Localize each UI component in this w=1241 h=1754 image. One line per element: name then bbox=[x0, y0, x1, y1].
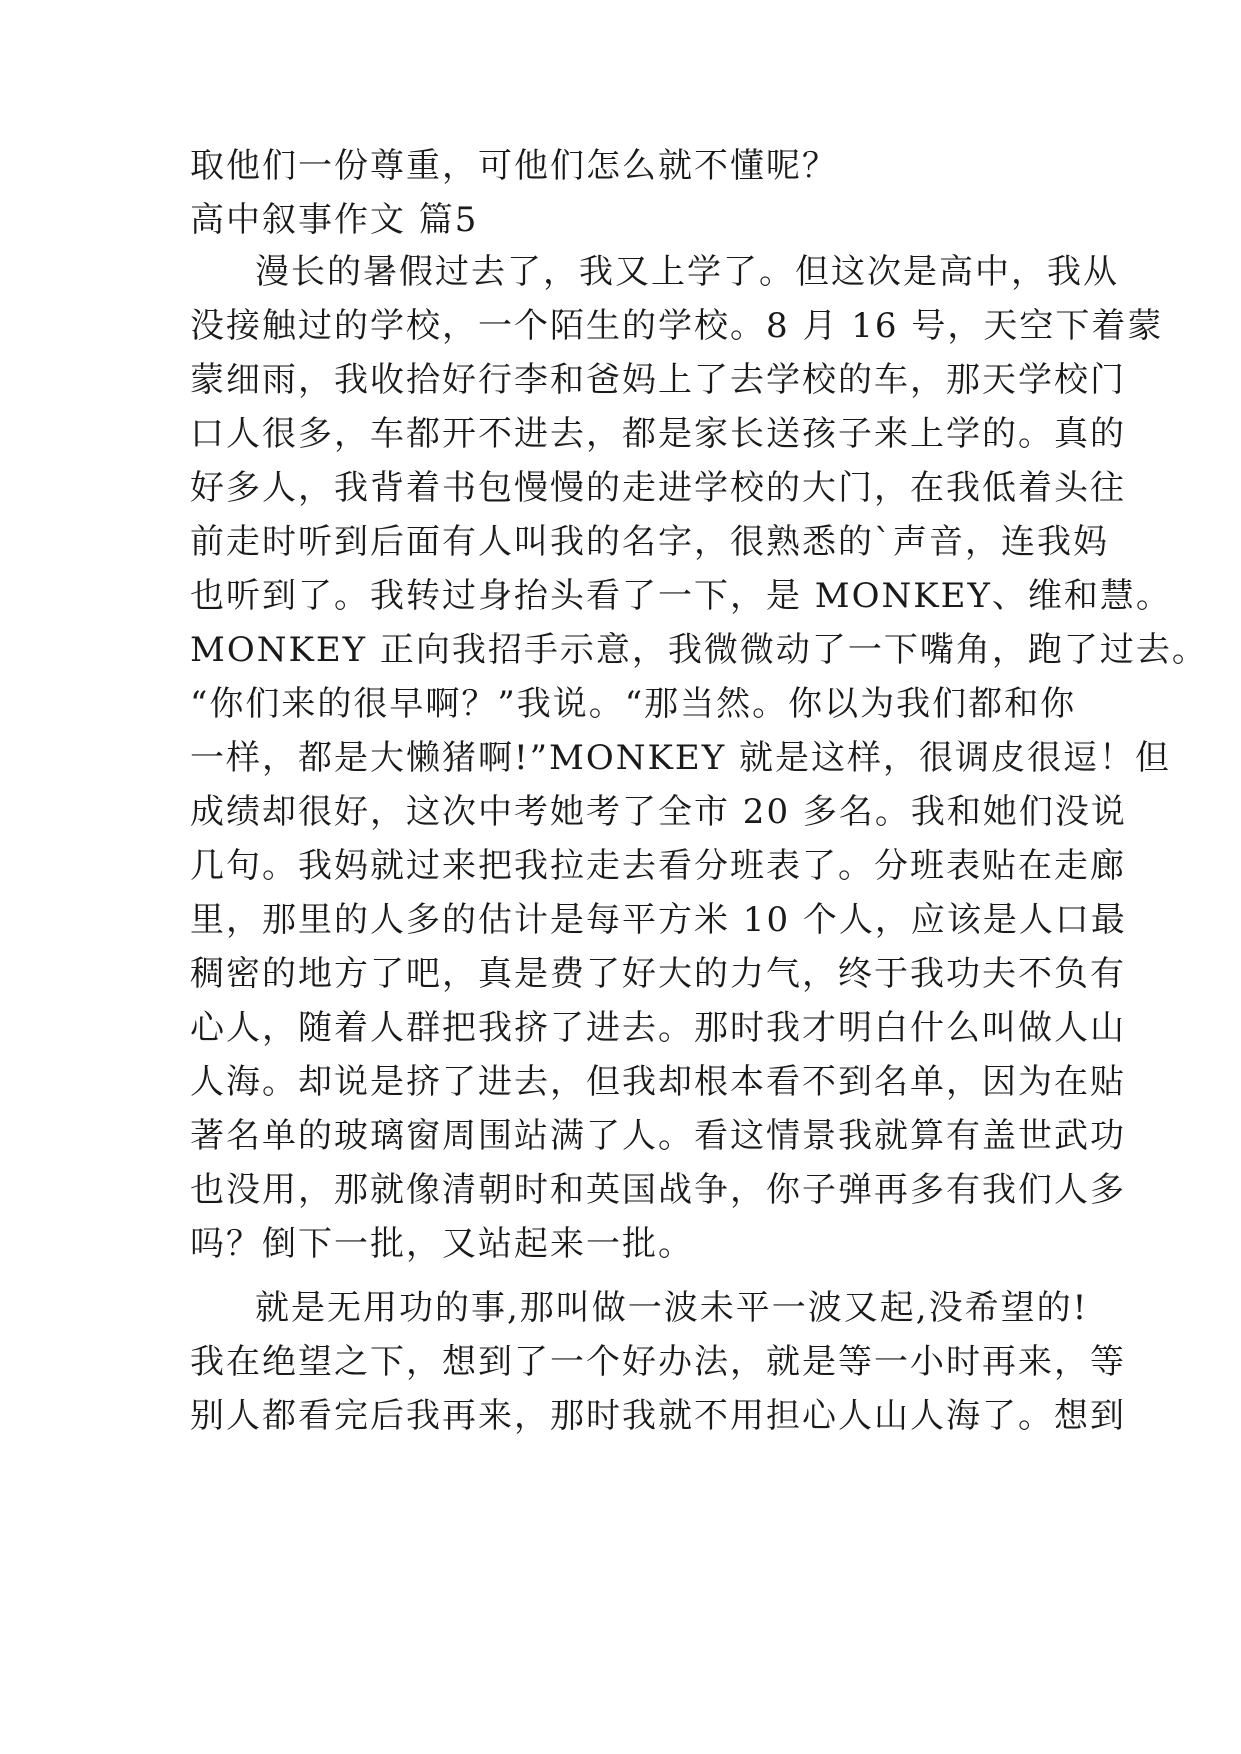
paragraph-line: 一样，都是大懒猪啊!”MONKEY 就是这样，很调皮很逗！但 bbox=[190, 738, 1171, 778]
paragraph-line: 心人，随着人群把我挤了进去。那时我才明白什么叫做人山 bbox=[190, 1008, 1126, 1048]
paragraph-line: 口人很多，车都开不进去，都是家长送孩子来上学的。真的 bbox=[190, 414, 1126, 454]
paragraph-line: 几句。我妈就过来把我拉走去看分班表了。分班表贴在走廊 bbox=[190, 846, 1126, 886]
paragraph-line: 就是无用功的事,那叫做一波未平一波又起,没希望的! bbox=[255, 1288, 1089, 1328]
paragraph-line: 没接触过的学校，一个陌生的学校。8 月 16 号，天空下着蒙 bbox=[190, 306, 1164, 346]
paragraph-line: MONKEY 正向我招手示意，我微微动了一下嘴角，跑了过去。 bbox=[190, 630, 1208, 670]
paragraph-line: 好多人，我背着书包慢慢的走进学校的大门，在我低着头往 bbox=[190, 468, 1126, 508]
paragraph-line: 别人都看完后我再来，那时我就不用担心人山人海了。想到 bbox=[190, 1396, 1126, 1436]
paragraph-line: 前走时听到后面有人叫我的名字，很熟悉的`声音，连我妈 bbox=[190, 522, 1109, 562]
section-heading: 高中叙事作文 篇5 bbox=[190, 200, 479, 240]
paragraph-line: 人海。却说是挤了进去，但我却根本看不到名单，因为在贴 bbox=[190, 1062, 1126, 1102]
paragraph-line: 蒙细雨，我收拾好行李和爸妈上了去学校的车，那天学校门 bbox=[190, 360, 1126, 400]
paragraph-line: “你们来的很早啊？”我说。“那当然。你以为我们都和你 bbox=[190, 684, 1077, 724]
paragraph-line: 也听到了。我转过身抬头看了一下，是 MONKEY、维和慧。 bbox=[190, 576, 1172, 616]
paragraph-line: 我在绝望之下，想到了一个好办法，就是等一小时再来，等 bbox=[190, 1342, 1126, 1382]
paragraph-line: 吗？倒下一批，又站起来一批。 bbox=[190, 1224, 694, 1264]
paragraph-line: 稠密的地方了吧，真是费了好大的力气，终于我功夫不负有 bbox=[190, 954, 1126, 994]
paragraph-line: 著名单的玻璃窗周围站满了人。看这情景我就算有盖世武功 bbox=[190, 1116, 1126, 1156]
continuation-line: 取他们一份尊重，可他们怎么就不懂呢？ bbox=[190, 146, 838, 186]
paragraph-line: 也没用，那就像清朝时和英国战争，你子弹再多有我们人多 bbox=[190, 1170, 1126, 1210]
paragraph-line: 里，那里的人多的估计是每平方米 10 个人，应该是人口最 bbox=[190, 900, 1127, 940]
paragraph-line: 成绩却很好，这次中考她考了全市 20 多名。我和她们没说 bbox=[190, 792, 1127, 832]
paragraph-line: 漫长的暑假过去了，我又上学了。但这次是高中，我从 bbox=[255, 252, 1119, 292]
